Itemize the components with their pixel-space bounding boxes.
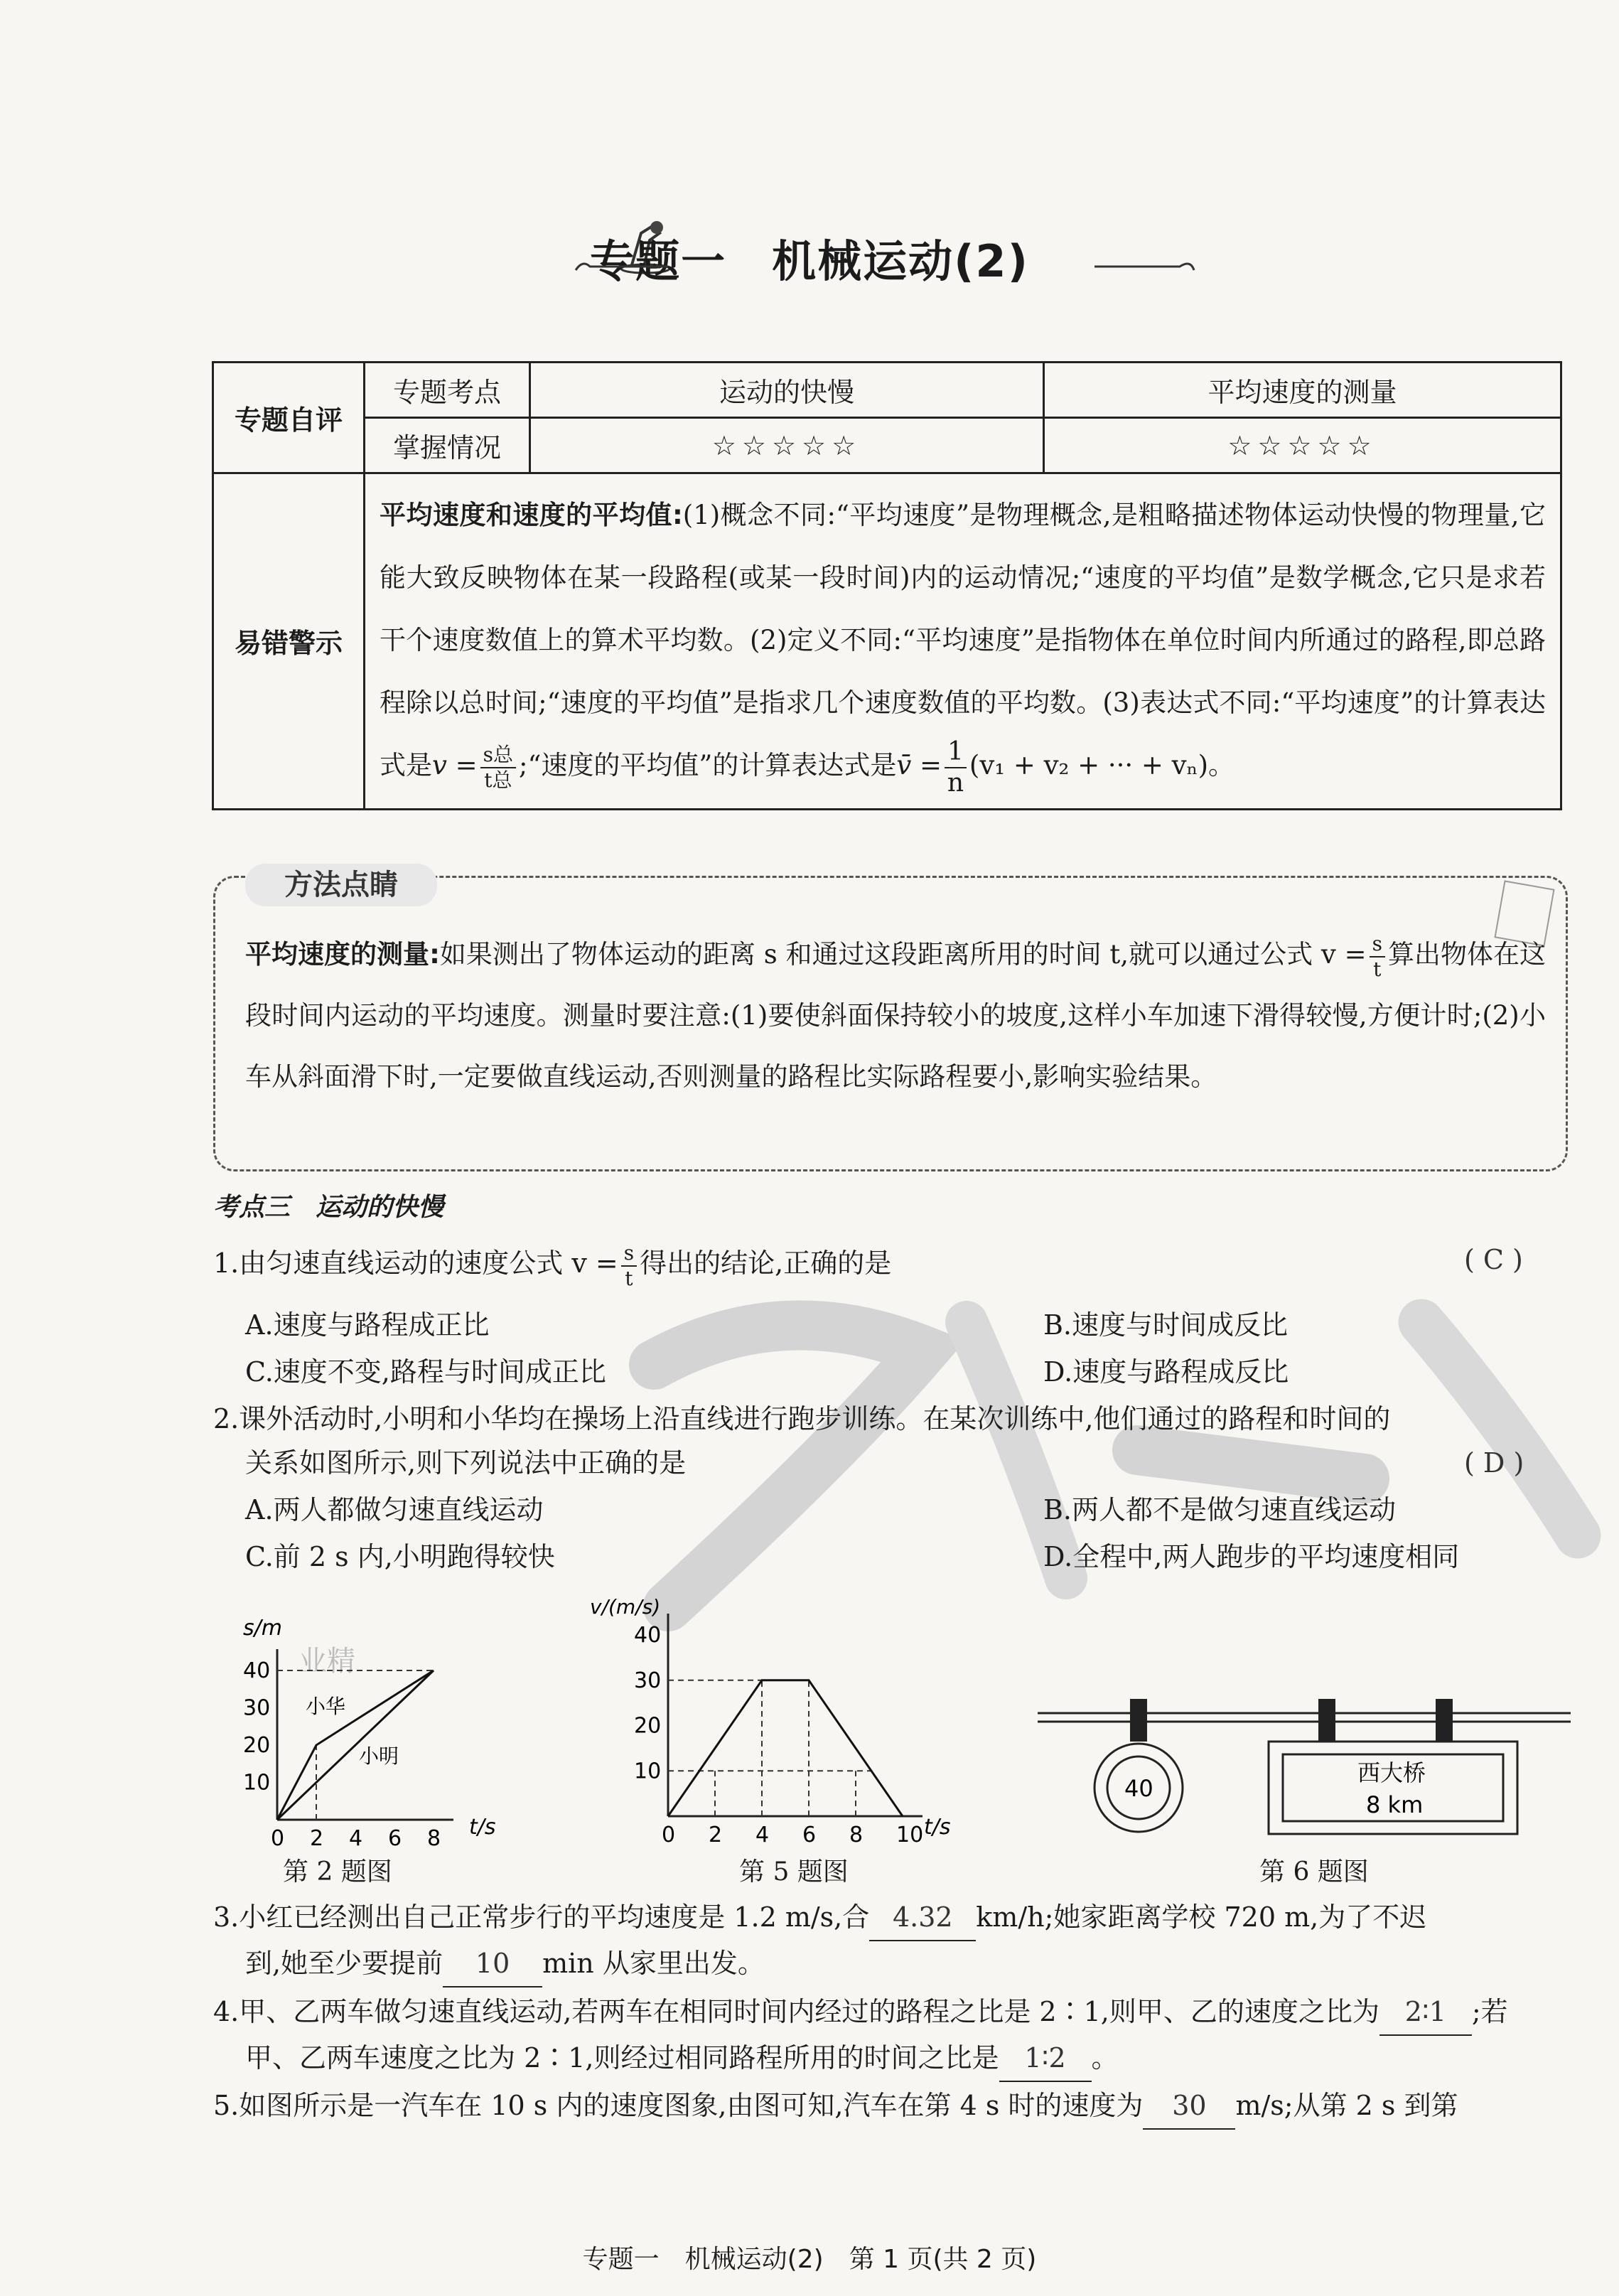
q3-blank2[interactable]: 10 bbox=[443, 1941, 542, 1987]
warning-frac1: $\frac{\text{s总}}{\text{t总}}$ bbox=[480, 743, 516, 793]
fig6-label: 第 6 题图 bbox=[1259, 1857, 1369, 1887]
q3-line1: 3.小红已经测出自己正常步行的平均速度是 1.2 m/s,合 4.32 km/h;她家距离学校 720 m,为了不迟 bbox=[213, 1894, 1426, 1941]
eval-side-title: 专题自评 bbox=[213, 363, 365, 473]
warning-text3: (v₁ + v₂ + ··· + vₙ)。 bbox=[969, 750, 1235, 780]
y-tick-label: 20 bbox=[634, 1713, 662, 1739]
y-tick-label: 10 bbox=[634, 1759, 662, 1784]
q2-option-d[interactable]: D.全程中,两人跑步的平均速度相同 bbox=[1043, 1541, 1460, 1572]
y-tick-label: 20 bbox=[243, 1733, 271, 1758]
warning-vbar-eq: v̄ = bbox=[896, 750, 942, 780]
self-eval-table bbox=[212, 361, 1562, 810]
fig5-ylabel: v/(m/s) bbox=[590, 1595, 661, 1619]
y-tick-label: 10 bbox=[243, 1770, 271, 1796]
q2-stem-line2: 关系如图所示,则下列说法中正确的是 bbox=[245, 1447, 687, 1479]
q2-answer: ( D ) bbox=[1464, 1447, 1524, 1479]
q1-option-c[interactable]: C.速度不变,路程与时间成正比 bbox=[245, 1356, 606, 1388]
x-tick-label: 2 bbox=[709, 1823, 723, 1847]
fig2-chart bbox=[235, 1614, 540, 1855]
eval-topic-1: 运动的快慢 bbox=[530, 363, 1044, 418]
fig2-label: 第 2 题图 bbox=[283, 1857, 392, 1887]
fig5-chart bbox=[583, 1589, 981, 1855]
eval-row2-label: 掌握情况 bbox=[365, 418, 530, 473]
watermark-calligraphy bbox=[569, 1237, 1619, 1649]
x-tick-label: 4 bbox=[755, 1823, 770, 1847]
warning-side-title: 易错警示 bbox=[213, 473, 365, 810]
q1-option-d[interactable]: D.速度与路程成反比 bbox=[1043, 1356, 1289, 1388]
y-tick-label: 40 bbox=[634, 1623, 662, 1648]
fig2-hua-label: 小华 bbox=[306, 1695, 346, 1718]
section-title: 考点三 运动的快慢 bbox=[213, 1192, 444, 1222]
eval-topic-2: 平均速度的测量 bbox=[1044, 363, 1561, 418]
q3-blank1[interactable]: 4.32 bbox=[869, 1894, 976, 1941]
warning-v-eq: v = bbox=[432, 750, 478, 780]
x-tick-label: 2 bbox=[310, 1826, 324, 1851]
x-tick-label: 6 bbox=[802, 1823, 817, 1847]
q5-blank1[interactable]: 30 bbox=[1143, 2083, 1235, 2130]
y-tick-label: 30 bbox=[634, 1668, 662, 1693]
q4-line1: 4.甲、乙两车做匀速直线运动,若两车在相同时间内经过的路程之比是 2∶1,则甲、乙的速度之比为 2∶1 ;若 bbox=[213, 1989, 1508, 2036]
warning-text1: (1)概念不同:“平均速度”是物理概念,是粗略描述物体运动快慢的物理量,它能大致反映物体在某一段路程(或某一段时间)内的运动情况;“速度的平均值”是数学概念,它只是求若干个速度数值上的算术平均数。(2)定义不同:“平均速度”是指物体在单位时间内所通过的路程,即总路程除以总时间;“速度的平均值”是指求几个速度数值的平均数。(3)表达式不同:“平均速度”的计算表达式是 bbox=[380, 500, 1547, 780]
fig6-sign-distance: 8 km bbox=[1366, 1791, 1424, 1818]
fig2-xlabel: t/s bbox=[469, 1815, 496, 1840]
page-title: 专题一 机械运动(2) bbox=[590, 235, 1029, 287]
q3-line2: 到,她至少要提前 10 min 从家里出发。 bbox=[245, 1941, 765, 1987]
q2-option-a[interactable]: A.两人都做匀速直线运动 bbox=[245, 1494, 544, 1525]
warning-frac2: $\frac{1}{n}$ bbox=[945, 737, 967, 798]
eval-stars-2[interactable]: ☆☆☆☆☆ bbox=[1044, 418, 1561, 473]
y-tick-label: 40 bbox=[243, 1658, 271, 1683]
fig2-watermark: 业精 bbox=[298, 1645, 355, 1678]
series-line-1 bbox=[668, 1680, 903, 1816]
q1-answer: ( C ) bbox=[1464, 1244, 1523, 1275]
x-tick-label: 8 bbox=[427, 1826, 441, 1851]
method-text2: 算出物体在这段时间内运动的平均速度。测量时要注意:(1)要使斜面保持较小的坡度,这样小车加速下滑得较慢,方便计时;(2)小车从斜面滑下时,一定要做直线运动,否则测量的路程比实际路程要小,影响实验结果。 bbox=[245, 939, 1547, 1092]
q2-stem-line1: 2.课外活动时,小明和小华均在操场上沿直线进行跑步训练。在某次训练中,他们通过的路程和时间的 bbox=[213, 1403, 1391, 1434]
method-text bbox=[245, 924, 1546, 1107]
q4-line2: 甲、乙两车速度之比为 2∶1,则经过相同路程所用的时间之比是 1∶2 。 bbox=[245, 2035, 1119, 2082]
warning-text2: ;“速度的平均值”的计算表达式是 bbox=[519, 750, 897, 780]
y-tick-label: 30 bbox=[243, 1695, 271, 1721]
fig5-xlabel: t/s bbox=[924, 1815, 951, 1840]
method-text1: 如果测出了物体运动的距离 s 和通过这段距离所用的时间 t,就可以通过公式 v = bbox=[439, 939, 1367, 970]
x-tick-label: 0 bbox=[662, 1823, 676, 1847]
fig5-label: 第 5 题图 bbox=[739, 1857, 849, 1887]
series-line-2 bbox=[277, 1670, 434, 1820]
fig6-diagram bbox=[1038, 1692, 1578, 1855]
q5-line1: 5.如图所示是一汽车在 10 s 内的速度图象,由图可知,汽车在第 4 s 时的速度为 30 m/s;从第 2 s 到第 bbox=[213, 2083, 1458, 2130]
x-tick-label: 10 bbox=[896, 1823, 924, 1847]
q4-blank1[interactable]: 2∶1 bbox=[1379, 1989, 1472, 2036]
method-bold: 平均速度的测量: bbox=[245, 939, 440, 970]
method-tag: 方法点睛 bbox=[245, 864, 437, 906]
method-frac: $\frac{s}{t}$ bbox=[1370, 932, 1385, 982]
q1-stem: 1.由匀速直线运动的速度公式 v = $\frac{s}{t}$ 得出的结论,正确的是 bbox=[213, 1240, 892, 1290]
x-tick-label: 8 bbox=[849, 1823, 864, 1847]
q2-option-c[interactable]: C.前 2 s 内,小明跑得较快 bbox=[245, 1541, 555, 1572]
eval-row1-label: 专题考点 bbox=[365, 363, 530, 418]
x-tick-label: 6 bbox=[388, 1826, 402, 1851]
eval-stars-1[interactable]: ☆☆☆☆☆ bbox=[530, 418, 1044, 473]
x-tick-label: 0 bbox=[271, 1826, 285, 1851]
q1-option-a[interactable]: A.速度与路程成正比 bbox=[245, 1309, 490, 1341]
fig6-speed-sign: 40 bbox=[1124, 1775, 1153, 1802]
warning-bold: 平均速度和速度的平均值: bbox=[380, 500, 683, 530]
x-tick-label: 4 bbox=[349, 1826, 363, 1851]
fig6-sign-name: 西大桥 bbox=[1357, 1759, 1426, 1786]
page-footer: 专题一 机械运动(2) 第 1 页(共 2 页) bbox=[582, 2245, 1037, 2274]
title-underline bbox=[569, 256, 1201, 277]
q1-option-b[interactable]: B.速度与时间成反比 bbox=[1043, 1309, 1289, 1341]
fig2-ylabel: s/m bbox=[243, 1616, 282, 1641]
fig2-ming-label: 小明 bbox=[359, 1744, 399, 1768]
q4-blank2[interactable]: 1∶2 bbox=[999, 2035, 1092, 2082]
warning-text bbox=[365, 473, 1561, 810]
q2-option-b[interactable]: B.两人都不是做匀速直线运动 bbox=[1043, 1494, 1397, 1525]
